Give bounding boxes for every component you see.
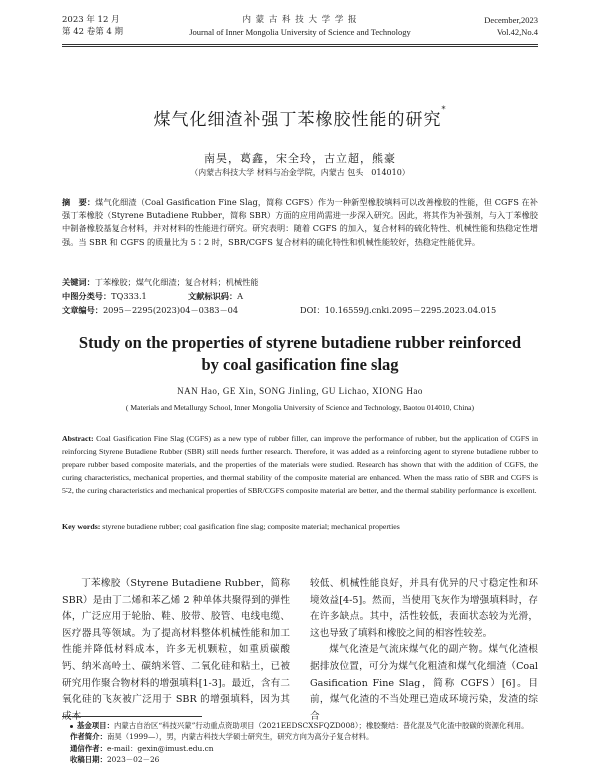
abstract-cn-label: 摘 要： (62, 197, 96, 207)
paper-title-en-line2: by coal gasification fine slag (201, 355, 399, 374)
author-note (70, 731, 540, 742)
corresponding-author (70, 743, 540, 754)
abstract-cn-text: 煤气化细渣（Coal Gasification Fine Slag，简称 CGFS）作为一种新型橡胶填料可以改善橡胶的性能，但 CGFS 在补强丁苯橡胶（Styrene Butadiene Rubber，简称 SBR）方面的应用尚需进一步深入研究。因此，将其作为补强剂，与入丁苯橡胶中制备橡胶基复合材料，并对材料的性能进行研究。研究表明：随着 CGFS 的加入，复合材料的硫化特性、机械性能和热稳定性增强。当 SBR 和 CGFS 的质量比为 5∶2 时，SBR/CGFS 复合材料的硫化特性和机械性能较好，热稳定性能优异。 (62, 197, 538, 247)
author-note-text: 南昊（1999—），男，内蒙古科技大学硕士研究生，研究方向为高分子复合材料。 (106, 732, 374, 742)
abstract-en-label: Abstract: (62, 434, 94, 443)
issue-date: 2023 年 12 月 (62, 15, 120, 25)
keywords-en-text: styrene butadiene rubber; coal gasification fine slag; composite material; mechanical properties (100, 522, 400, 531)
bullet-icon (70, 725, 73, 728)
paper-title-cn (0, 105, 600, 130)
article-number-label: 文章编号： (62, 305, 103, 315)
affiliation-cn: （内蒙古科技大学 材料与冶金学院，内蒙古 包头 014010） (190, 168, 410, 177)
body-column-right (310, 576, 538, 725)
body-paragraph: 煤气化渣是气流床煤气化的副产物。煤气化渣根据排放位置，可分为煤气化粗渣和煤气化细渣（Coal Gasification Fine Slag，简称 CGFS）[6]。目前，煤气化渣的不当处理已造成环境污染，发渣的综合 (310, 644, 538, 722)
article-number-value: 2095－2295(2023)04－0383－04 (102, 305, 239, 315)
keywords-cn-label: 关键词： (62, 277, 95, 287)
abstract-en (62, 432, 538, 497)
clc-label: 中图分类号： (62, 291, 112, 301)
corr-label: 通信作者： (70, 743, 107, 753)
fund-text: 内蒙古自治区“科技兴蒙”行动重点资助项目（2021EEDSCXSFQZD008）；橡胶聚结：普化混及气化渣中胶碳的资源化利用。 (113, 721, 529, 730)
abstract-en-text: Coal Gasification Fine Slag (CGFS) as a new type of rubber filler, can improve the performance of rubber, but the application of CGFS in reinforcing Styrene Butadiene Rubber (SBR) still needs further research. Therefore, it was added as a reinforcing agent to styrene butadiene rubber to prepare rubber based composite materials, and the properties of the materials were studied. Research has shown that with the addition of CGFS, the curing characteristics, mechanical properties, and thermal stability of the composite material are enhanced. When the mass ratio of SBR and CGFS is 5∶2, the curing characteristics and mechanical properties of SBR/CGFS composite material are better, and the thermal stability performance is excellent. (62, 434, 538, 495)
body-column-left (62, 576, 290, 725)
footnote-rule (62, 716, 202, 717)
issue-date-en: December,2023 (484, 15, 538, 25)
header-center (150, 14, 450, 38)
header-rule (62, 44, 538, 45)
clc-number (62, 290, 147, 303)
received-value: 2023－02－26 (106, 755, 160, 765)
header-rule-2 (62, 46, 538, 47)
authors-en: NAN Hao, GE Xin, SONG Jinling, GU Lichao, XIONG Hao (177, 386, 423, 396)
doc-code-label: 文献标识码： (188, 291, 238, 301)
journal-name-cn: 内 蒙 古 科 技 大 学 学 报 (242, 15, 358, 25)
volume-issue-en: Vol.42,No.4 (496, 27, 538, 37)
paper-title-en (0, 332, 600, 376)
fund-note (70, 720, 540, 731)
body-paragraph: 丁苯橡胶（Styrene Butadiene Rubber，简称 SBR）是由丁二烯和苯乙烯 2 种单体共聚得到的弹性体，广泛应用于轮胎、鞋、胶带、胶管、电线电缆、医疗器具等领域。为了提高材料整体机械性能和加工性能并降低材料成本，许多无机颗粒，如重质碳酸钙、纳米高岭土、碳纳米管、二氧化硅和粘土，已被研究用作聚合物材料的增强填料[1-3]。最近，含有二氧化硅的飞灰被广泛用于 SBR 的增强填料，因为其成本 (62, 578, 290, 722)
footnotes (70, 720, 540, 766)
author-note-label: 作者简介： (70, 732, 107, 742)
paper-title-en-line1: Study on the properties of styrene butadiene rubber reinforced (78, 333, 522, 352)
doc-code-value: A (237, 291, 244, 301)
affiliation-en: ( Materials and Metallurgy School, Inner Mongolia University of Science and Technology, Baotou 014010, China) (125, 403, 475, 412)
authors-cn: 南昊，葛鑫，宋全玲，古立超，熊豪 (204, 152, 396, 165)
fund-label: 基金项目： (77, 721, 114, 730)
abstract-cn (62, 196, 538, 249)
corr-email[interactable]: e-mail：gexin@imust.edu.cn (106, 743, 214, 753)
document-code (188, 290, 243, 303)
received-label: 收稿日期： (70, 755, 107, 765)
keywords-en-label: Key words: (62, 522, 101, 531)
journal-name-en: Journal of Inner Mongolia University of Science and Technology (189, 27, 411, 37)
paper-title-cn-text: 煤气化细渣补强丁苯橡胶性能的研究 (153, 110, 442, 130)
keywords-cn-text: 丁苯橡胶；煤气化细渣；复合材料；机械性能 (94, 277, 259, 287)
clc-value: TQ333.1 (111, 291, 147, 301)
keywords-en (62, 522, 538, 531)
header-right (484, 14, 538, 38)
body-paragraph: 较低、机械性能良好，并具有优异的尺寸稳定性和环境效益[4-5]。然而，当使用飞灰作为增强填料时，存在许多缺点。其中，活性较低，表面状态较为光滑，这也导致了填料和橡胶之间的相容性较差。 (310, 578, 538, 639)
title-footnote-mark: * (441, 105, 447, 114)
doi: DOI：10.16559/j.cnki.2095－2295.2023.04.015 (300, 305, 497, 315)
article-number (62, 304, 238, 317)
keywords-cn (62, 276, 259, 289)
header-left (62, 14, 123, 38)
volume-issue-cn: 第 42 卷第 4 期 (62, 27, 124, 37)
